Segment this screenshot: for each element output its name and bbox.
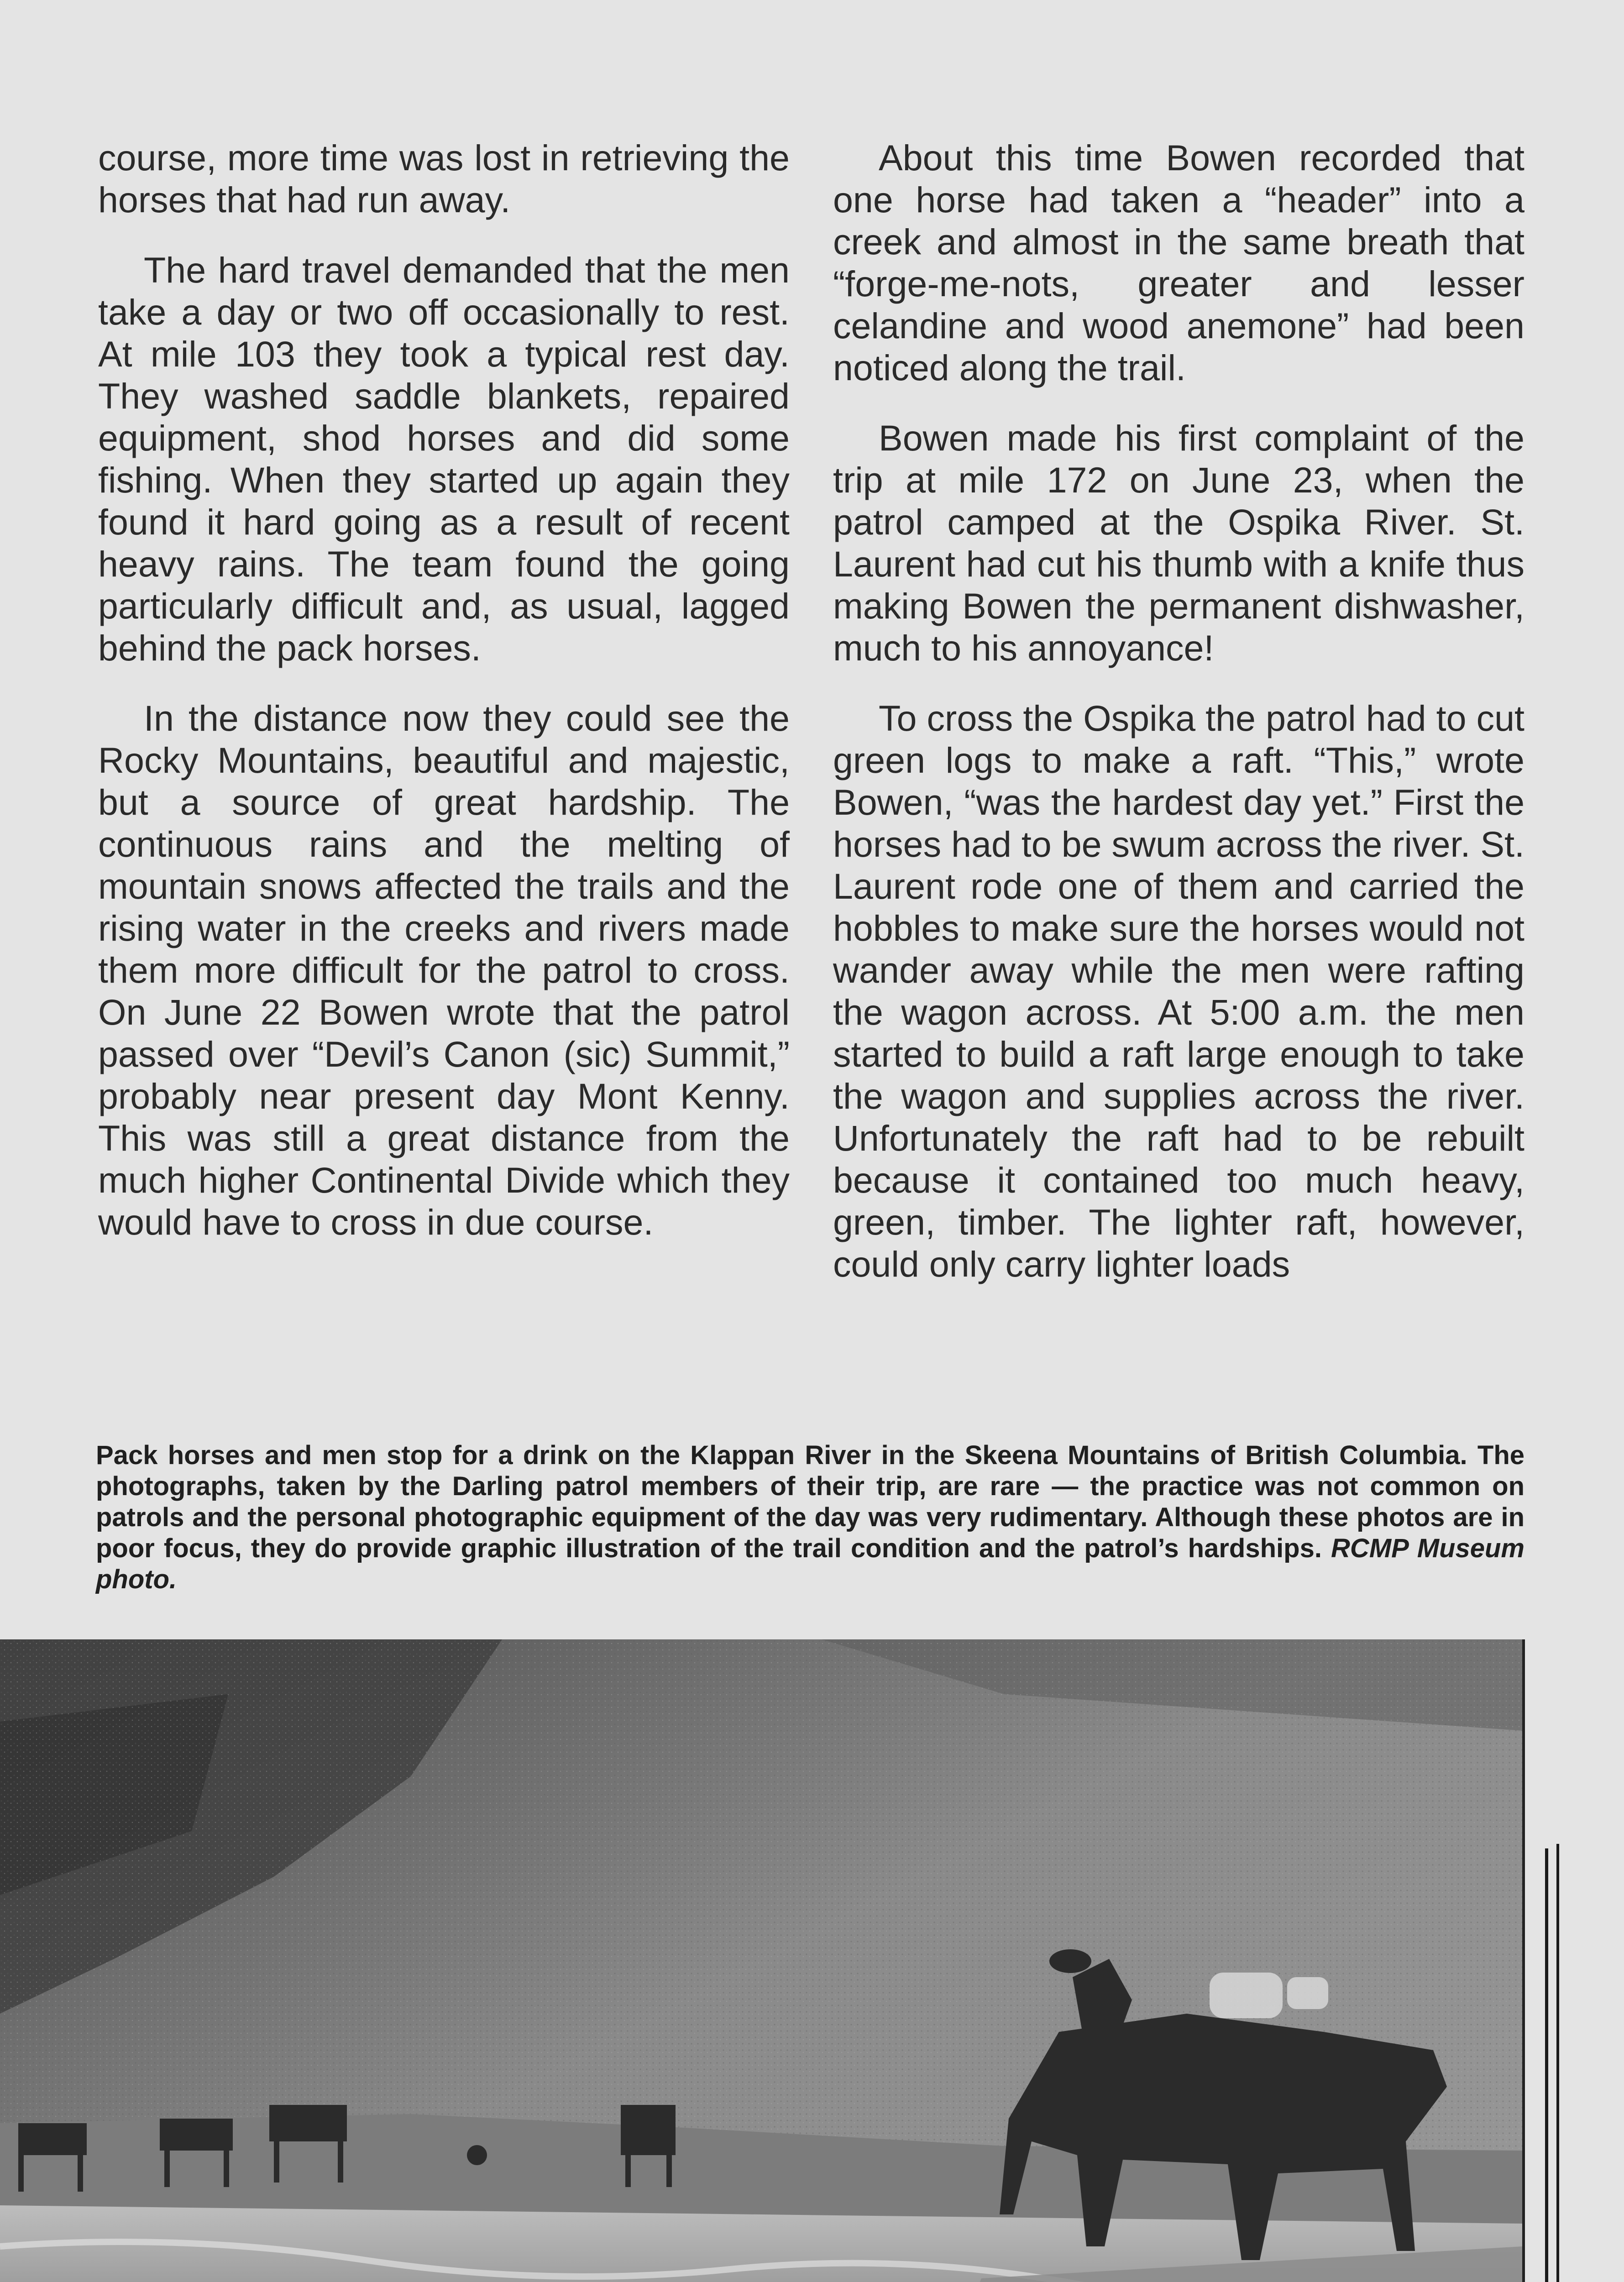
photo-credit: RCMP Museum photo.: [96, 1534, 1524, 1594]
photo-pack-horses-river: [0, 1639, 1525, 2282]
paragraph: Bowen made his first complaint of the trip at mile 172 on June 23, when the patrol camped at the Ospika River. St. Laurent had cut his thumb with a knife thus making Bowen the permanent dishwasher, much to his annoyance!: [833, 418, 1524, 668]
photo-caption: [96, 1440, 1524, 1595]
paragraph: course, more time was lost in retrieving the horses that had run away.: [98, 137, 790, 220]
caption-text: Pack horses and men stop for a drink on the Klappan River in the Skeena Mountains of British Columbia. The photographs, taken by the Darling patrol members of their trip, are rare — the practice was not common on patrols and the personal photographic equipment of the day was very rudimentary. Although these photos are in poor focus, they do provide graphic illustration of the trail condition and the patrol’s hardships.: [96, 1440, 1524, 1563]
paragraph: In the distance now they could see the Rocky Mountains, beautiful and majestic, but a source of great hardship. The continuous rains and the melting of mountain snows affected the trails and the rising water in the creeks and rivers made them more difficult for the patrol to cross. On June 22 Bowen wrote that the patrol passed over “Devil’s Canon (sic) Summit,” probably near present day Mont Kenny. This was still a great distance from the much higher Continental Divide which they would have to cross in due course.: [98, 698, 790, 1242]
photo-frame-line: [1545, 1848, 1548, 2282]
paragraph: To cross the Ospika the patrol had to cut green logs to make a raft. “This,” wrote Bowen, “was the hardest day yet.” First the horses had to be swum across the river. St. Laurent rode one of them and carried the hobbles to make sure the horses would not wander away while the men were rafting the wagon across. At 5:00 a.m. the men started to build a raft large enough to take the wagon and supplies across the river. Unfortunately the raft had to be rebuilt because it contained too much heavy, green, timber. The lighter raft, however, could only carry lighter loads: [833, 698, 1524, 1284]
paragraph: The hard travel demanded that the men take a day or two off occasionally to rest. At mile 103 they took a typical rest day. They washed saddle blankets, repaired equipment, shod horses and did some fishing. When they started up again they found it hard going as a result of recent heavy rains. The team found the going particularly difficult and, as usual, lagged behind the pack horses.: [98, 250, 790, 668]
article-right-column: [833, 137, 1524, 1314]
article-left-column: [98, 137, 790, 1272]
photo-image: [0, 1639, 1522, 2282]
photo-frame-line: [1556, 1844, 1559, 2282]
paragraph: About this time Bowen recorded that one horse had taken a “header” into a creek and almost in the same breath that “forge-me-nots, greater and lesser celandine and wood anemone” had been noticed along the trail.: [833, 137, 1524, 388]
